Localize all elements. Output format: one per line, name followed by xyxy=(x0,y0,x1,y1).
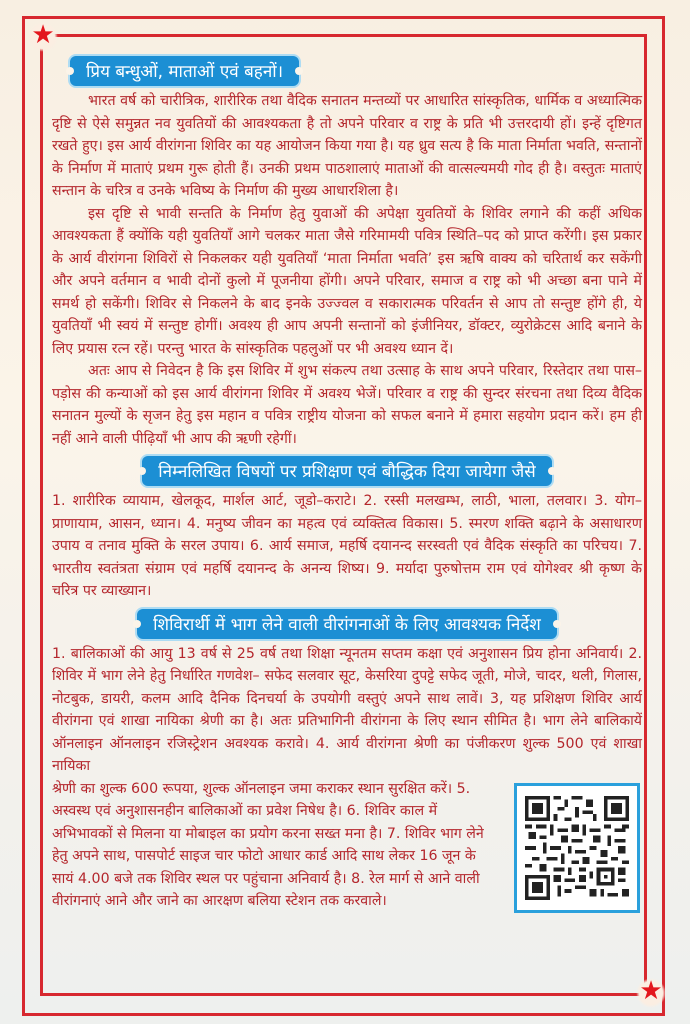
intro-paragraph-1: भारत वर्ष को चारीत्रिक, शारीरिक तथा वैदिक सनातन मन्तव्यों पर आधारित सांस्कृतिक, धार्मिक व अध्यात्मिक दृष्टि से ऐसे समुन्नत नव युवतियों की आवश्यकता है तो अपने परिवार व राष्ट्र के प्रति भी उत्तरदायी हों। इन्हें दृष्टिगत रखते हुए। इस आर्य वीरांगना शिविर का यह आयोजन किया गया है। यह ध्रुव सत्य है कि माता निर्माता भवति, सन्तानों के निर्माण में माताएं प्रथम गुरू होती हैं। उनकी प्रथम पाठशालाएं माताओं की वात्सल्यमयी गोद ही है। वस्तुतः माताएं सन्तान के चरित्र व उनके भविष्य के निर्माण की मुख्य आधारशिला है। xyxy=(52,93,642,199)
qr-code-icon xyxy=(525,794,629,902)
training-list: 1. शारीरिक व्यायाम, खेलकूद, मार्शल आर्ट, जूडो–कराटे। 2. रस्सी मलखम्भ, लाठी, भाला, तलवार। 3. योग–प्राणायाम, आसन, ध्यान। 4. मनुष्य जीवन का महत्व एवं व्यक्तित्व विकास। 5. स्मरण शक्ति बढ़ाने के असाधारण उपाय व तनाव मुक्ति के सरल उपाय। 6. आर्य समाज, महर्षि दयानन्द सरस्वती एवं वैदिक संस्कृति का परिचय। 7. भारतीय स्वतंत्रता संग्राम एवं महर्षि दयानन्द के अनन्य शिष्य। 9. मर्यादा पुरुषोत्तम राम एवं योगेश्वर श्री कृष्ण के चरित्र पर व्याख्यान। xyxy=(52,493,642,599)
intro-paragraph-2: इस दृष्टि से भावी सन्तति के निर्माण हेतु युवाओं की अपेक्षा युवतियों के शिविर लगाने की कहीं अधिक आवश्यकता हैं क्योंकि यही युवतियाँ आगे चलकर माता जैसे गरिमामयी पवित्र स्थिति–पद को प्राप्त करेंगी। इस प्रकार के आर्य वीरांगना शिविरों से निकलकर यही युवतियाँ ‘माता निर्माता भवति’ इस ऋषि वाक्य को चरितार्थ कर सकेंगी और अपने वर्तमान व भावी दोनों कुलो में पूजनीया होंगी। अपने परिवार, समाज व राष्ट्र को भी अच्छा बना पाने में समर्थ हो सकेंगी। शिविर से निकलने के बाद इनके उज्ज्वल व सकारात्मक परिवर्तन से आप तो सन्तुष्ट होंगे ही, ये युवतियाँ भी स्वयं में सन्तुष्ट होगीं। अवश्य ही आप अपनी सन्तानों को इंजीनियर, डॉक्टर, व्युरोक्रेटस आदि बनाने के लिए प्रयास रत्न रहें। परन्तु भारत के सांस्कृतिक पहलुओं पर भी अवश्य ध्यान दें। xyxy=(52,205,642,357)
star-icon: ★ xyxy=(636,978,666,1008)
instructions-block xyxy=(52,643,642,913)
star-icon: ★ xyxy=(28,22,58,52)
qr-code[interactable] xyxy=(514,783,640,913)
instructions-section xyxy=(52,609,642,639)
training-heading: निम्नलिखित विषयों पर प्रशिक्षण एवं बौद्धिक दिया जायेगा जैसे xyxy=(142,456,551,486)
greeting-section xyxy=(70,56,642,86)
greeting-heading: प्रिय बन्धुओं, माताओं एवं बहनों। xyxy=(70,56,299,86)
content xyxy=(52,56,642,913)
instructions-heading: शिविरार्थी में भाग लेने वाली वीरांगनाओं के लिए आवश्यक निर्देश xyxy=(137,609,557,639)
instructions-list-part-2: श्रेणी का शुल्क 600 रूपया, शुल्क ऑनलाइन जमा कराकर स्थान सुरक्षित करें। 5. अस्वस्थ एवं अनुशासनहीन बालिकाओं का प्रवेश निषेध है। 6. शिविर काल में अभिभावकों से मिलना या मोबाइल का प्रयोग करना सख्त मना है। 7. शिविर भाग लेने हेतु अपने साथ, पासपोर्ट साइज चार फोटो आधार कार्ड आदि साथ लेकर 16 जून के सायं 4.00 बजे तक शिविर स्थल पर पहुंचाना अनिवार्य है। 8. रेल मार्ग से आने वाली वीरांगनाएं आने और जाने का आरक्षण बलिया स्टेशन तक करवाले। xyxy=(52,780,484,909)
training-section xyxy=(52,456,642,486)
intro-paragraph-3: अतः आप से निवेदन है कि इस शिविर में शुभ संकल्प तथा उत्साह के साथ अपने परिवार, रिस्तेदार तथा पास–पड़ोस की कन्याओं को इस आर्य वीरांगना शिविर में अवश्य भेजें। परिवार व राष्ट्र की सुन्दर संरचना तथा दिव्य वैदिक सनातन मुल्यों के सृजन हेतु इस महान व पवित्र राष्ट्रीय योजना को सफल बनाने में हमारा सहयोग प्रदान करें। हम ही नहीं आने वाली पीढ़ियाँ भी आप की ऋणी रहेगीं। xyxy=(52,363,642,447)
instructions-list-part-1: 1. बालिकाओं की आयु 13 वर्ष से 25 वर्ष तथा शिक्षा न्यूनतम सप्तम कक्षा एवं अनुशासन प्रिय होना अनिवार्य। 2. शिविर में भाग लेने हेतु निर्धारित गणवेश– सफेद सलवार सूट, केसरिया दुपट्टे सफेद जूती, मोजे, चादर, थली, गिलास, नोटबुक, डायरी, कलम आदि दैनिक दिनचर्या के उपयोगी वस्तुएं अपने साथ लावें। 3, यह प्रशिक्षण शिविर आर्य वीरांगना एवं शाखा नायिका श्रेणी का है। अतः प्रतिभागिनी वीरांगना के लिए स्थान सीमित है। भाग लेने बालिकायें ऑनलाइन ऑनलाइन रजिस्ट्रेशन अवश्यक करावे। 4. आर्य वीरांगना श्रेणी का पंजीकरण शुल्क 500 एवं शाखा नायिका xyxy=(52,645,642,774)
